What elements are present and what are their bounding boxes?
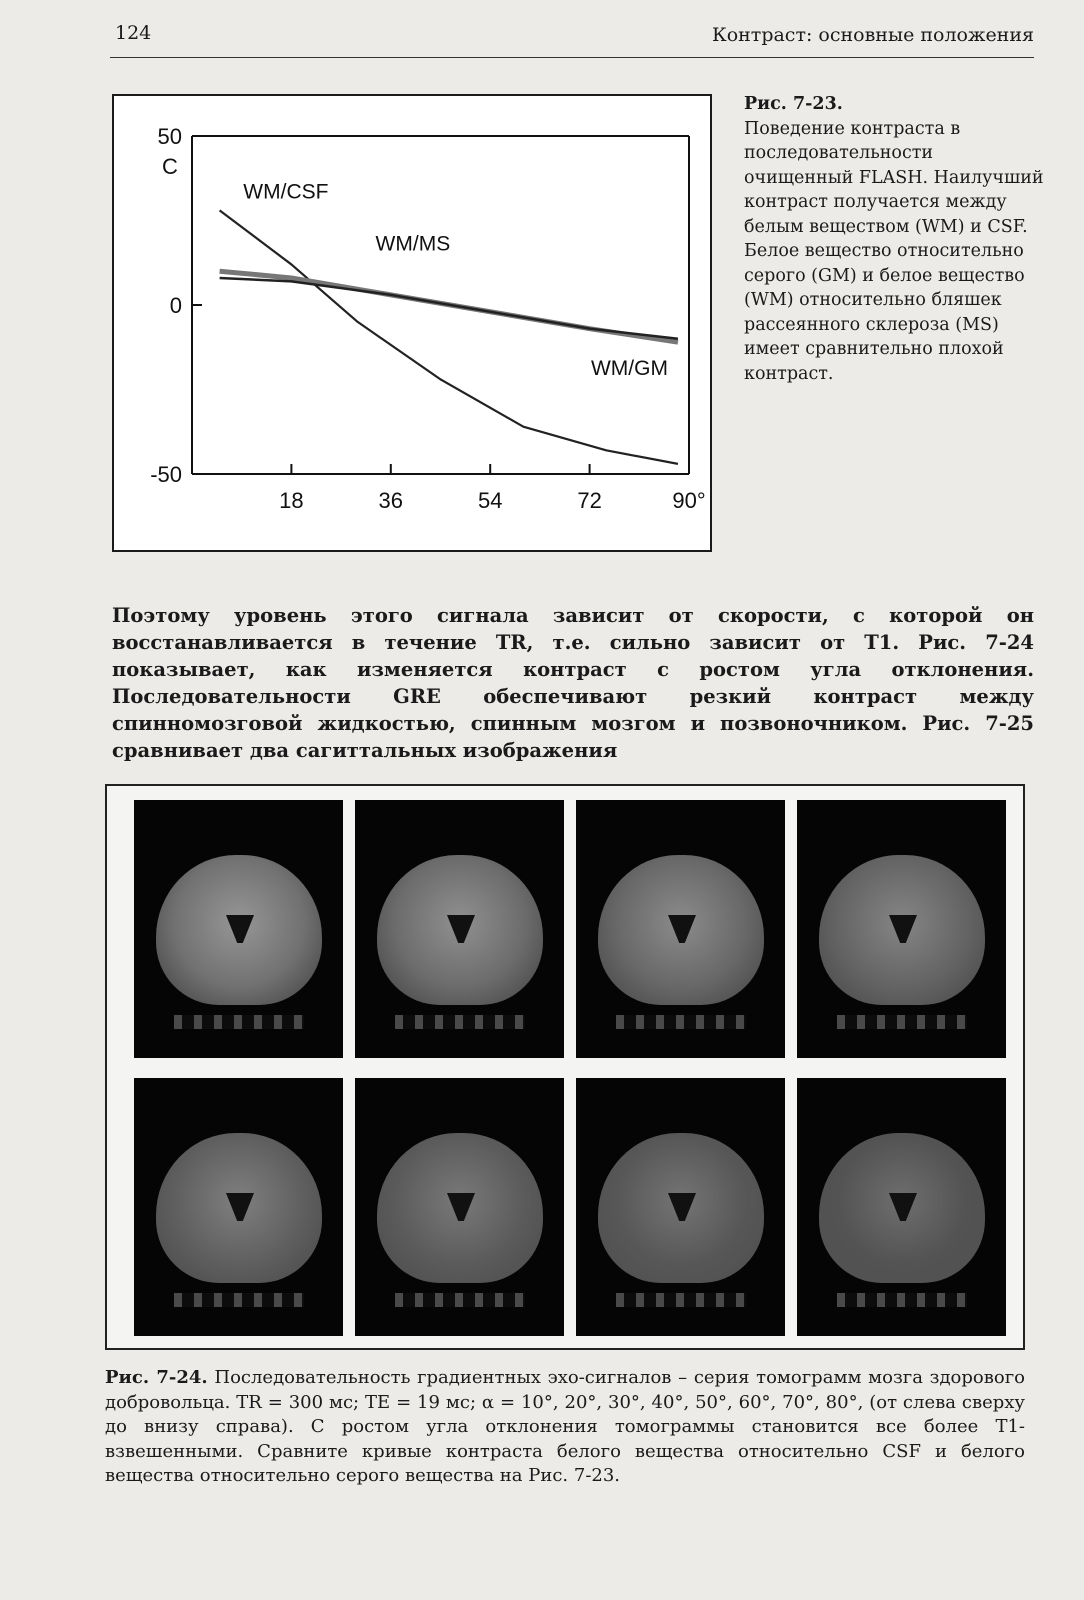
x-tick-label: 72 [577, 488, 602, 513]
skull-base [616, 1293, 746, 1307]
skull-base [616, 1015, 746, 1029]
skull-base [174, 1293, 304, 1307]
body-paragraph: Поэтому уровень этого сигнала зависит от скорости, с которой он восстанавливается в течение TR, т.е. сильно зависит от T1. Рис. 7-24 показывает, как изменяется контраст с ростом угла отклонения. Последовательности GRE обеспечивают резкий контраст между спинномозговой жидкостью, спинным мозгом и позвоночником. Рис. 7-25 сравнивает два сагиттальных изображения [112, 604, 1034, 762]
x-tick-label: 18 [279, 488, 304, 513]
figure-7-23-label: Рис. 7-23. [744, 94, 843, 114]
running-title: Контраст: основные положения [712, 24, 1034, 46]
figure-7-24-label: Рис. 7-24. [105, 1367, 208, 1388]
figure-7-24-caption [105, 1366, 1025, 1489]
figure-7-23-text: Поведение контраста в последовательности очищенный FLASH. Наилучший контраст получается между белым веществом (WM) и CSF. Белое вещество относительно серого (GM) и белое вещество (WM) относительно бляшек рассеянного склероза (MS) имеет сравнительно плохой контраст. [744, 118, 1044, 384]
page-number: 124 [115, 22, 152, 44]
y-tick-label: 0 [169, 293, 182, 318]
header-divider [110, 57, 1034, 58]
mri-figure [105, 784, 1025, 1350]
mri-image [797, 1078, 1006, 1336]
skull-base [174, 1015, 304, 1029]
y-tick-label: -50 [150, 462, 182, 487]
x-tick-label: 54 [477, 488, 503, 513]
mri-image [134, 800, 343, 1058]
x-tick-label: 36 [378, 488, 404, 513]
mri-image [355, 800, 564, 1058]
mri-image [576, 1078, 785, 1336]
mri-image [797, 800, 1006, 1058]
mri-grid [134, 800, 1006, 1336]
contrast-chart [112, 94, 712, 552]
skull-base [837, 1293, 967, 1307]
skull-base [395, 1293, 525, 1307]
x-tick-label: 90° [672, 488, 706, 513]
contrast-chart-svg [114, 96, 710, 550]
figure-7-24-text: Последовательность градиентных эхо-сигналов – серия томограмм мозга здорового добровольца. TR = 300 мс; TE = 19 мс; α = 10°, 20°, 30°, 40°, 50°, 60°, 70°, 80°, (от слева сверху до внизу справа). С ростом угла отклонения томограммы становится все более T1-взвешенными. Сравните кривые контраста белого вещества относительно CSF и белого вещества относительно серого вещества на Рис. 7-23. [105, 1367, 1025, 1486]
y-tick-label: 50 [157, 124, 182, 149]
mri-image [134, 1078, 343, 1336]
series-label: WM/GM [590, 356, 668, 380]
skull-base [395, 1015, 525, 1029]
mri-image [576, 800, 785, 1058]
series-line [220, 278, 678, 339]
y-axis-label: C [162, 154, 178, 179]
series-label: WM/CSF [243, 180, 329, 204]
skull-base [837, 1015, 967, 1029]
mri-image [355, 1078, 564, 1336]
series-label: WM/MS [375, 232, 451, 256]
figure-7-23-caption [744, 92, 1044, 386]
